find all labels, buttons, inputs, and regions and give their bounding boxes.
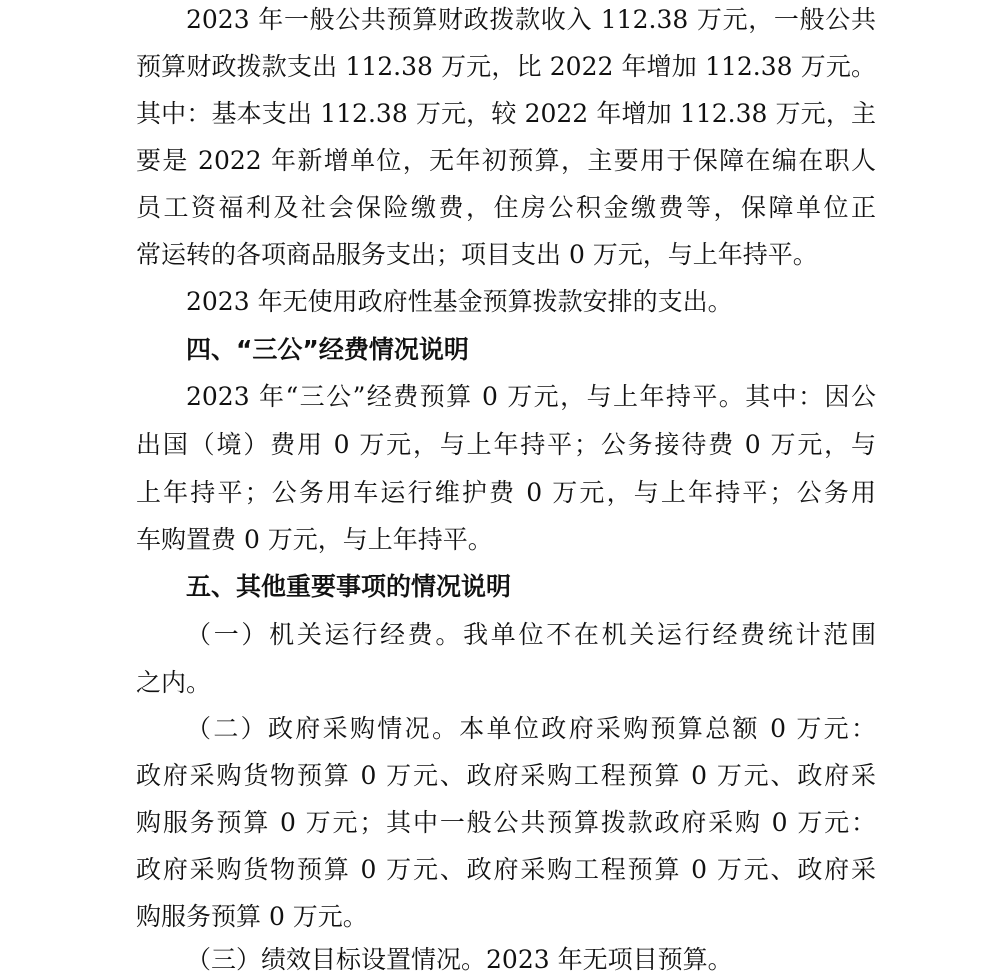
item2-line-4: 政府采购货物预算 0 万元、政府采购工程预算 0 万元、政府采 bbox=[136, 855, 876, 884]
budget-paragraph-line-6: 常运转的各项商品服务支出；项目支出 0 万元，与上年持平。 bbox=[136, 240, 818, 269]
budget-paragraph-line-5: 员工资福利及社会保险缴费，住房公积金缴费等，保障单位正 bbox=[136, 193, 876, 222]
item2-line-2: 政府采购货物预算 0 万元、政府采购工程预算 0 万元、政府采 bbox=[136, 761, 876, 790]
section4-line-2: 出国（境）费用 0 万元，与上年持平；公务接待费 0 万元，与 bbox=[136, 430, 876, 459]
budget-paragraph-line-3: 其中：基本支出 112.38 万元，较 2022 年增加 112.38 万元，主 bbox=[136, 99, 876, 128]
section4-line-1: 2023 年“三公”经费预算 0 万元，与上年持平。其中：因公 bbox=[186, 382, 876, 411]
section5-heading: 五、其他重要事项的情况说明 bbox=[186, 572, 512, 601]
item2-line-1: （二）政府采购情况。本单位政府采购预算总额 0 万元： bbox=[186, 714, 876, 743]
section4-heading: 四、“三公”经费情况说明 bbox=[186, 335, 469, 364]
budget-paragraph-line-4: 要是 2022 年新增单位，无年初预算，主要用于保障在编在职人 bbox=[136, 146, 876, 175]
item3-line: （三）绩效目标设置情况。2023 年无项目预算。 bbox=[186, 945, 733, 974]
section4-line-4: 车购置费 0 万元，与上年持平。 bbox=[136, 525, 493, 554]
item2-line-3: 购服务预算 0 万元；其中一般公共预算拨款政府采购 0 万元： bbox=[136, 808, 876, 837]
budget-paragraph-line-1: 2023 年一般公共预算财政拨款收入 112.38 万元，一般公共 bbox=[186, 5, 876, 34]
item2-line-5: 购服务预算 0 万元。 bbox=[136, 902, 368, 931]
budget-paragraph-line-2: 预算财政拨款支出 112.38 万元，比 2022 年增加 112.38 万元。 bbox=[136, 52, 876, 81]
item1-line-2: 之内。 bbox=[136, 668, 212, 697]
item1-line-1: （一）机关运行经费。我单位不在机关运行经费统计范围 bbox=[186, 620, 876, 649]
section4-line-3: 上年持平；公务用车运行维护费 0 万元，与上年持平；公务用 bbox=[136, 478, 876, 507]
fund-paragraph: 2023 年无使用政府性基金预算拨款安排的支出。 bbox=[186, 287, 733, 316]
